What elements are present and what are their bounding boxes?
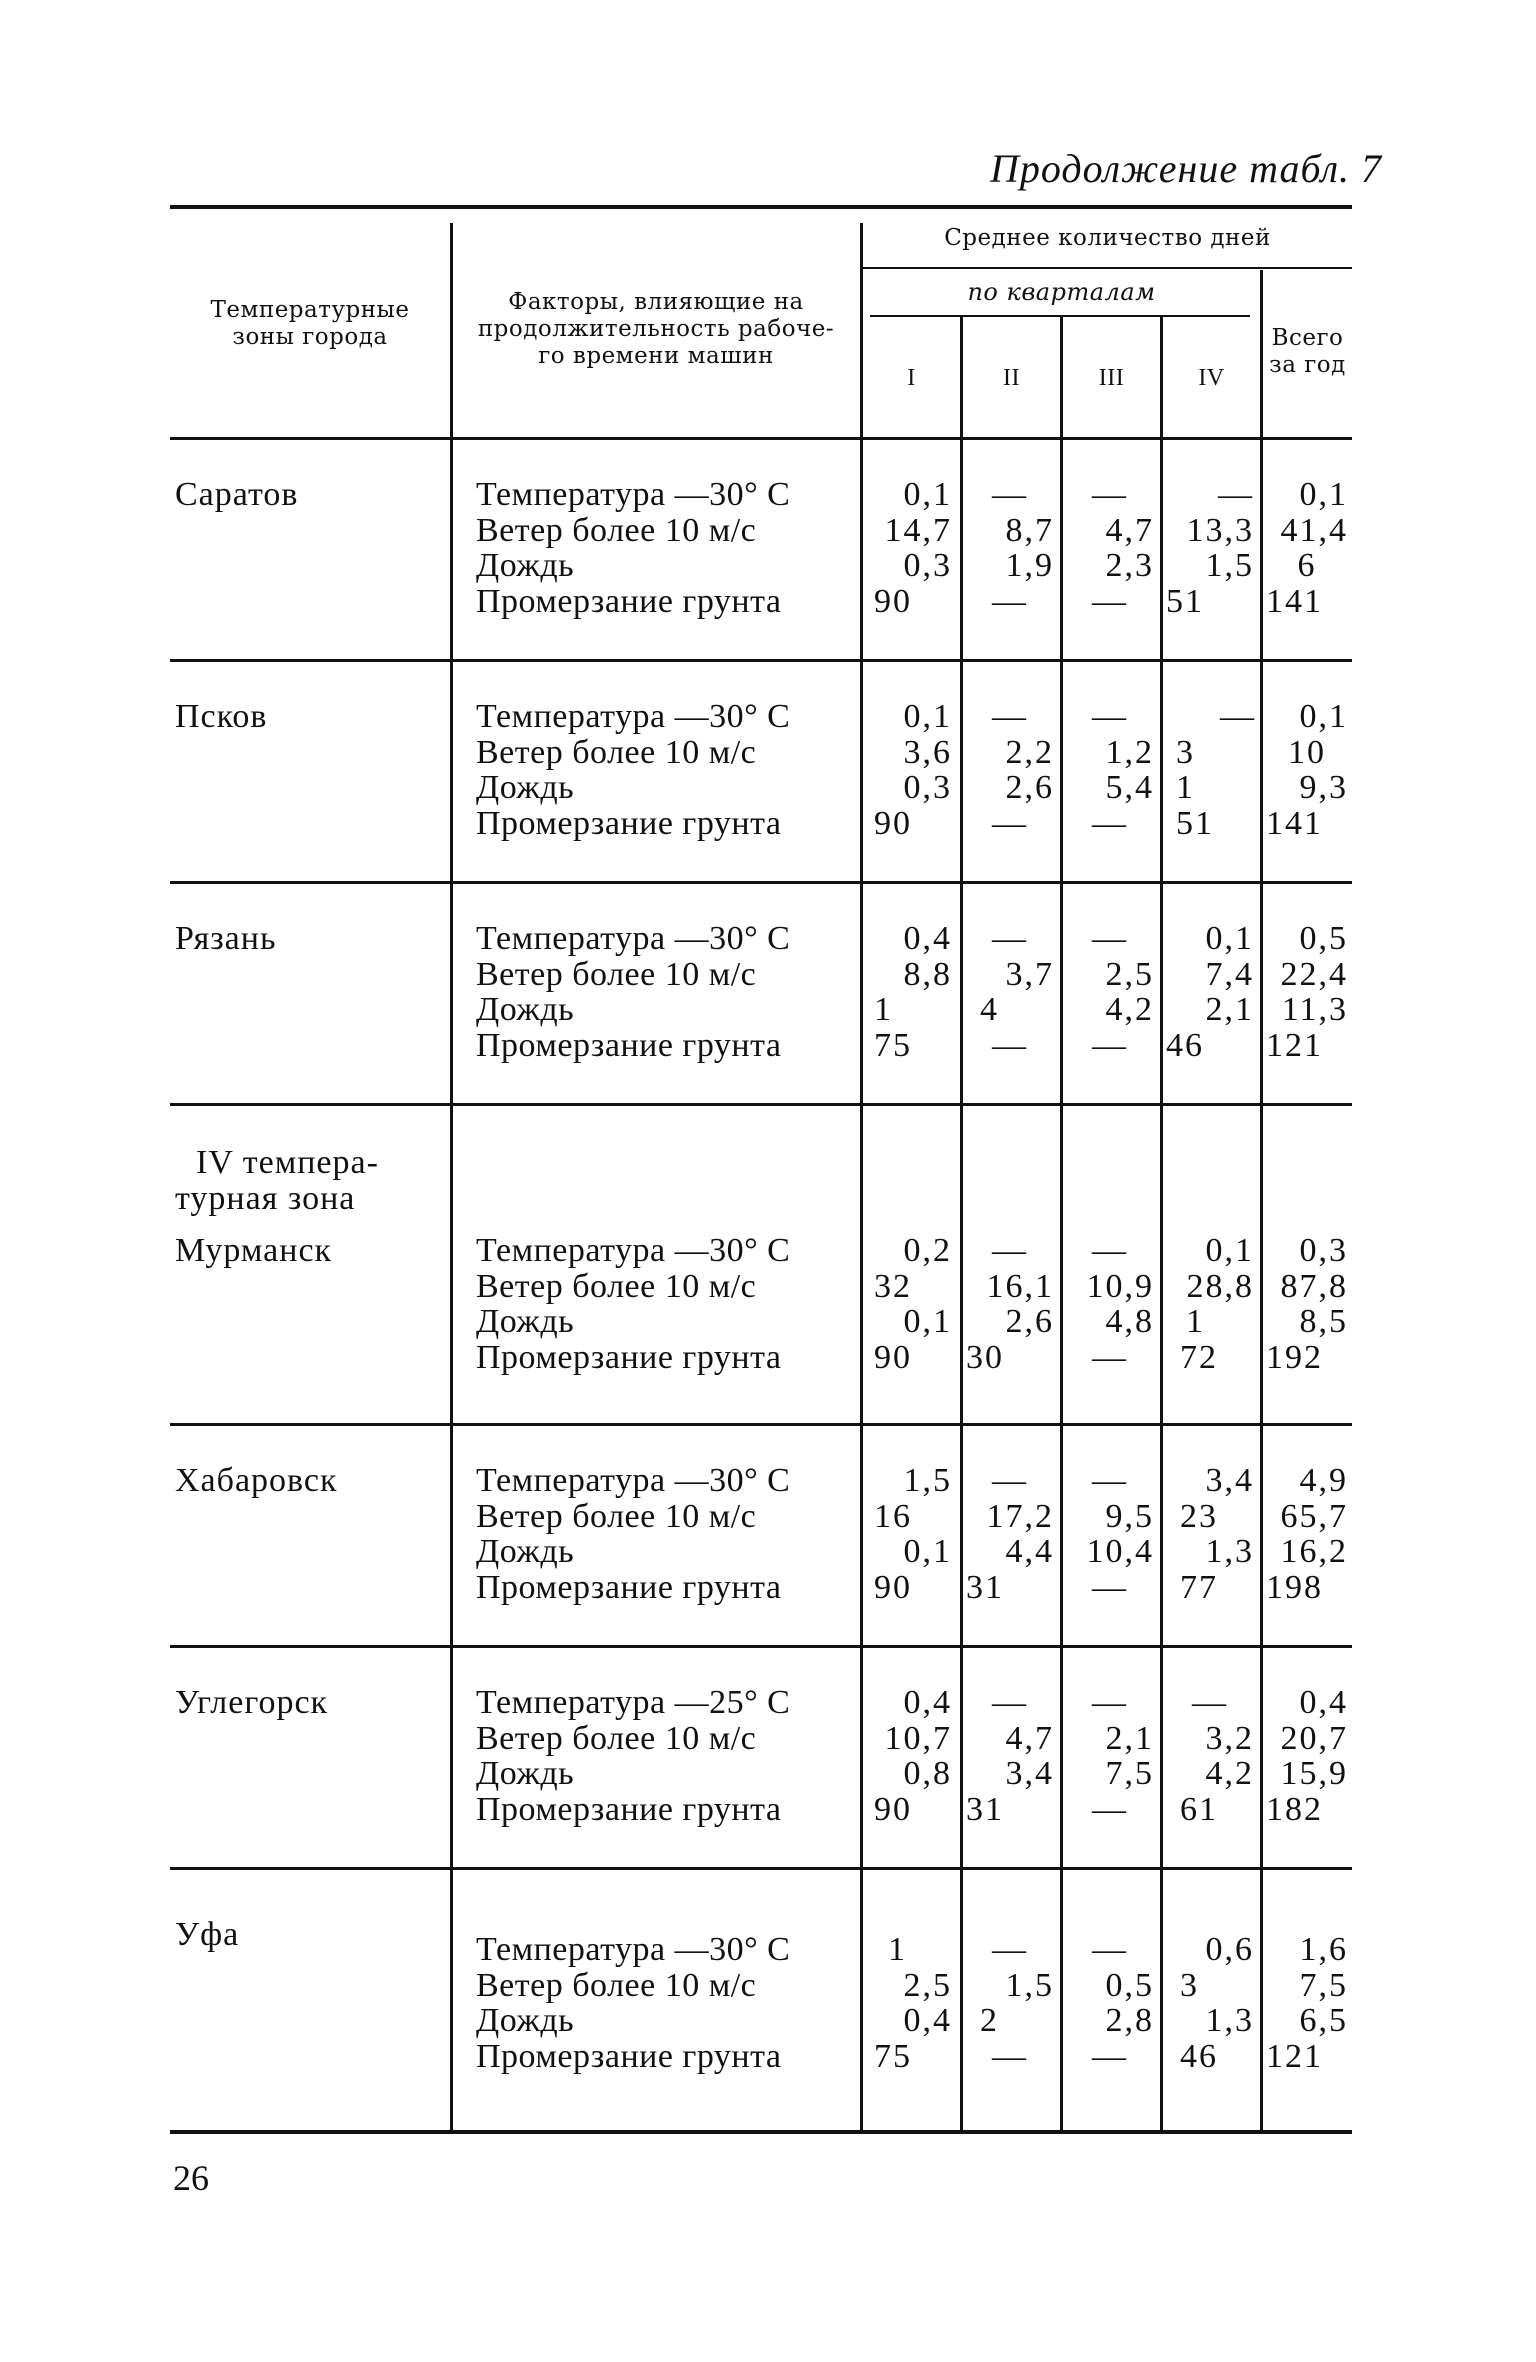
- factor-item: Температура —30° С: [476, 1232, 791, 1269]
- q2-cell: —: [992, 1232, 1028, 1269]
- total-cell: 121: [1266, 1026, 1323, 1064]
- factor-item: Ветер более 10 м/с: [476, 1719, 757, 1757]
- q1-cell: 8,8: [903, 955, 952, 993]
- factor-item: Промерзание грунта: [476, 1338, 782, 1376]
- q1-cell: 0,1: [903, 698, 952, 735]
- total-cell: 0,1: [1299, 476, 1348, 513]
- body-divider: [1060, 1103, 1063, 1423]
- factor-list: [476, 477, 790, 619]
- body-divider: [860, 1423, 863, 1645]
- q3-cell: 10,4: [1086, 1533, 1154, 1570]
- city-name: Рязань: [175, 920, 277, 957]
- q1-cell: 32: [874, 1267, 912, 1305]
- body-divider: [450, 437, 453, 659]
- group-rule: [170, 1867, 1352, 1870]
- body-divider: [1260, 1867, 1263, 2130]
- row-group-3: [170, 1103, 1352, 1423]
- body-divider: [960, 1103, 963, 1423]
- q1-column: [874, 1685, 952, 1827]
- q3-column: [1066, 699, 1154, 841]
- factor-item: Промерзание грунта: [476, 1790, 782, 1828]
- q4-cell: 3,2: [1205, 1719, 1254, 1757]
- q1-cell: 0,2: [903, 1232, 952, 1269]
- q4-cell: 4,2: [1205, 1755, 1254, 1792]
- q1-column: [874, 699, 952, 841]
- factor-item: Ветер более 10 м/с: [476, 1267, 757, 1305]
- table-bottom-rule: [170, 2130, 1352, 2134]
- body-divider: [860, 437, 863, 659]
- header-total-line2: за год: [1269, 352, 1346, 378]
- body-divider: [1060, 659, 1063, 881]
- q3-cell: 9,5: [1105, 1497, 1154, 1535]
- city-name: Псков: [175, 698, 268, 735]
- factor-item: Промерзание грунта: [476, 2037, 782, 2075]
- q2-cell: —: [992, 2037, 1028, 2075]
- q3-cell: 7,5: [1105, 1755, 1154, 1792]
- body-divider: [860, 1867, 863, 2130]
- q2-cell: —: [992, 920, 1028, 957]
- total-cell: 65,7: [1280, 1497, 1348, 1535]
- total-cell: 16,2: [1280, 1533, 1348, 1570]
- q4-cell: 7,4: [1205, 955, 1254, 993]
- header-q1: I: [907, 365, 916, 391]
- factor-item: Дождь: [476, 1303, 575, 1340]
- body-divider: [960, 881, 963, 1103]
- header-zone: [170, 297, 450, 351]
- q1-cell: 0,4: [903, 1684, 952, 1721]
- factor-list: [476, 1932, 790, 2074]
- total-cell: 121: [1266, 2037, 1323, 2075]
- city-name: Мурманск: [175, 1232, 333, 1269]
- q4-cell: 46: [1166, 1026, 1204, 1064]
- q1-cell: 3,6: [903, 733, 952, 771]
- total-column: [1266, 1463, 1348, 1605]
- q1-cell: 0,3: [903, 547, 952, 584]
- q2-cell: —: [992, 1931, 1028, 1968]
- q2-cell: 2,6: [1005, 1303, 1054, 1340]
- body-divider: [960, 659, 963, 881]
- q1-column: [874, 1463, 952, 1605]
- q3-cell: —: [1092, 2037, 1128, 2075]
- body-divider: [1260, 881, 1263, 1103]
- total-cell: 0,3: [1299, 1232, 1348, 1269]
- q2-column: [966, 921, 1054, 1063]
- row-group-0: [170, 437, 1352, 659]
- total-column: [1266, 1233, 1348, 1375]
- q2-cell: 2,2: [1005, 733, 1054, 771]
- factor-list: [476, 921, 790, 1063]
- q2-cell: —: [992, 476, 1028, 513]
- factor-item: Ветер более 10 м/с: [476, 1497, 757, 1535]
- q1-cell: 1: [888, 1931, 907, 1968]
- q1-cell: 0,3: [903, 769, 952, 806]
- q3-cell: 4,2: [1105, 991, 1154, 1028]
- q2-cell: 2,6: [1005, 769, 1054, 806]
- q1-cell: 90: [874, 1338, 912, 1376]
- header-avg-days: Среднее количество дней: [944, 225, 1271, 251]
- total-cell: 9,3: [1299, 769, 1348, 806]
- city-name: Саратов: [175, 476, 299, 513]
- table-top-rule: [170, 205, 1352, 209]
- q2-cell: 4,7: [1005, 1719, 1054, 1757]
- q4-column: [1166, 1463, 1254, 1605]
- page-number: 26: [173, 2158, 209, 2198]
- q3-cell: —: [1092, 698, 1128, 735]
- q3-cell: 5,4: [1105, 769, 1154, 806]
- q3-cell: —: [1092, 920, 1128, 957]
- factor-item: Промерзание грунта: [476, 1026, 782, 1064]
- q2-cell: 8,7: [1005, 511, 1054, 549]
- header-by-quarter: по кварталам: [967, 278, 1156, 306]
- q4-column: [1166, 1685, 1254, 1827]
- total-cell: 182: [1266, 1790, 1323, 1828]
- header-factors: [454, 289, 858, 370]
- q4-cell: 3: [1180, 1966, 1199, 2004]
- body-divider: [450, 1867, 453, 2130]
- body-divider: [1060, 437, 1063, 659]
- q4-cell: 51: [1166, 582, 1204, 620]
- q3-column: [1066, 477, 1154, 619]
- header-factors-line2: продолжительность рабоче-: [477, 316, 835, 342]
- factor-item: Промерзание грунта: [476, 804, 782, 842]
- q4-cell: 0,1: [1205, 920, 1254, 957]
- body-divider: [960, 437, 963, 659]
- q1-cell: 75: [874, 1026, 912, 1064]
- q2-cell: 31: [966, 1790, 1004, 1828]
- body-divider: [450, 659, 453, 881]
- q1-cell: 0,1: [903, 1303, 952, 1340]
- header-factors-line3: го времени машин: [538, 343, 774, 369]
- total-cell: 6: [1297, 547, 1317, 584]
- body-divider: [1160, 1423, 1163, 1645]
- header-divider-zone: [450, 223, 453, 437]
- factor-item: Ветер более 10 м/с: [476, 1966, 757, 2004]
- total-cell: 1,6: [1299, 1931, 1348, 1968]
- body-divider: [960, 1867, 963, 2130]
- q1-cell: 90: [874, 1568, 912, 1606]
- total-column: [1266, 921, 1348, 1063]
- q3-column: [1066, 1932, 1154, 2074]
- factor-item: Температура —30° С: [476, 1462, 791, 1499]
- header-q3: III: [1098, 365, 1125, 391]
- q4-cell: 23: [1180, 1497, 1218, 1535]
- q3-cell: 1,2: [1105, 733, 1154, 771]
- body-divider: [860, 881, 863, 1103]
- factor-list: [476, 1685, 790, 1827]
- body-divider: [1160, 659, 1163, 881]
- factor-item: Ветер более 10 м/с: [476, 733, 757, 771]
- q3-cell: —: [1092, 582, 1128, 620]
- body-divider: [1060, 1423, 1063, 1645]
- q4-cell: —: [1192, 1684, 1228, 1721]
- q4-cell: 46: [1180, 2037, 1218, 2075]
- total-cell: 0,4: [1299, 1684, 1348, 1721]
- q2-column: [966, 699, 1054, 841]
- q3-cell: 4,8: [1105, 1303, 1154, 1340]
- factor-item: Дождь: [476, 769, 575, 806]
- q1-column: [874, 1932, 952, 2074]
- q4-cell: 61: [1180, 1790, 1218, 1828]
- body-divider: [1160, 1645, 1163, 1867]
- factor-item: Температура —30° С: [476, 1931, 791, 1968]
- body-divider: [1060, 1645, 1063, 1867]
- body-divider: [960, 1423, 963, 1645]
- total-cell: 10: [1288, 733, 1326, 771]
- body-divider: [1160, 437, 1163, 659]
- factor-item: Дождь: [476, 991, 575, 1028]
- row-group-2: [170, 881, 1352, 1103]
- group-rule: [170, 1645, 1352, 1648]
- total-cell: 87,8: [1280, 1267, 1348, 1305]
- body-divider: [860, 1645, 863, 1867]
- q4-cell: 3: [1176, 733, 1195, 771]
- q1-cell: 90: [874, 1790, 912, 1828]
- q3-cell: —: [1092, 1568, 1128, 1606]
- q1-cell: 14,7: [884, 511, 952, 549]
- total-cell: 4,9: [1299, 1462, 1348, 1499]
- q1-cell: 16: [874, 1497, 912, 1535]
- q1-column: [874, 921, 952, 1063]
- total-cell: 0,1: [1299, 698, 1348, 735]
- body-divider: [860, 1103, 863, 1423]
- q4-cell: 2,1: [1205, 991, 1254, 1028]
- body-divider: [450, 881, 453, 1103]
- q4-cell: 1,3: [1205, 2002, 1254, 2039]
- q2-cell: —: [992, 1462, 1028, 1499]
- body-divider: [1160, 1103, 1163, 1423]
- city-name: Уфа: [175, 1916, 240, 1953]
- q4-cell: 51: [1176, 804, 1214, 842]
- total-cell: 7,5: [1299, 1966, 1348, 2004]
- total-column: [1266, 699, 1348, 841]
- q3-cell: —: [1092, 1684, 1128, 1721]
- q2-column: [966, 1233, 1054, 1375]
- q3-cell: —: [1092, 1790, 1128, 1828]
- body-divider: [1260, 1645, 1263, 1867]
- q1-cell: 0,1: [903, 476, 952, 513]
- q1-cell: 90: [874, 804, 912, 842]
- body-divider: [960, 1645, 963, 1867]
- q2-column: [966, 477, 1054, 619]
- q2-cell: 3,7: [1005, 955, 1054, 993]
- total-cell: 198: [1266, 1568, 1323, 1606]
- q4-cell: 28,8: [1186, 1267, 1254, 1305]
- q1-cell: 75: [874, 2037, 912, 2075]
- q4-column: [1166, 1932, 1254, 2074]
- body-divider: [450, 1103, 453, 1423]
- q3-column: [1066, 1685, 1154, 1827]
- q3-cell: 0,5: [1105, 1966, 1154, 2004]
- body-divider: [450, 1423, 453, 1645]
- header-factors-line1: Факторы, влияющие на: [508, 289, 804, 315]
- q3-cell: 2,3: [1105, 547, 1154, 584]
- q4-cell: 77: [1180, 1568, 1218, 1606]
- city-name: Углегорск: [175, 1684, 329, 1721]
- body-divider: [1160, 881, 1163, 1103]
- q1-cell: 0,8: [903, 1755, 952, 1792]
- q4-cell: 1: [1186, 1303, 1205, 1340]
- header-q4: IV: [1198, 365, 1225, 391]
- q2-cell: —: [992, 1026, 1028, 1064]
- q3-cell: —: [1092, 1931, 1128, 1968]
- body-divider: [450, 1645, 453, 1867]
- q1-cell: 0,1: [903, 1533, 952, 1570]
- factor-list: [476, 1463, 790, 1605]
- body-divider: [1260, 1103, 1263, 1423]
- q2-cell: —: [992, 582, 1028, 620]
- q3-cell: 2,5: [1105, 955, 1154, 993]
- q2-cell: 4: [980, 991, 999, 1028]
- q1-cell: 1: [874, 991, 893, 1028]
- header-zone-line1: Температурные: [210, 297, 410, 323]
- group-rule: [170, 1103, 1352, 1106]
- q3-cell: 2,1: [1105, 1719, 1154, 1757]
- q4-cell: 0,6: [1205, 1931, 1254, 1968]
- q4-column: [1166, 921, 1254, 1063]
- header-q2: II: [1003, 365, 1020, 391]
- table-caption: Продолжение табл. 7: [990, 146, 1383, 191]
- row-group-6: [170, 1867, 1352, 2130]
- row-group-5: [170, 1645, 1352, 1867]
- q3-column: [1066, 1463, 1154, 1605]
- header-divider-factors: [860, 223, 863, 437]
- factor-item: Промерзание грунта: [476, 582, 782, 620]
- q4-cell: 1,5: [1205, 547, 1254, 584]
- header-rule-avg: [863, 267, 1352, 269]
- q1-cell: 1,5: [903, 1462, 952, 1499]
- q2-column: [966, 1685, 1054, 1827]
- q1-cell: 2,5: [903, 1966, 952, 2004]
- q1-cell: 90: [874, 582, 912, 620]
- q4-column: [1166, 477, 1254, 619]
- q1-column: [874, 477, 952, 619]
- total-cell: 41,4: [1280, 511, 1348, 549]
- header-rule-quarters: [870, 315, 1250, 317]
- group-rule: [170, 1423, 1352, 1426]
- q3-cell: —: [1092, 1232, 1128, 1269]
- total-cell: 22,4: [1280, 955, 1348, 993]
- q2-column: [966, 1932, 1054, 2074]
- factor-item: Ветер более 10 м/с: [476, 511, 757, 549]
- q2-cell: 16,1: [986, 1267, 1054, 1305]
- q2-cell: —: [992, 1684, 1028, 1721]
- total-cell: 0,5: [1299, 920, 1348, 957]
- factor-list: [476, 699, 790, 841]
- total-cell: 11,3: [1281, 991, 1348, 1028]
- q2-cell: 4,4: [1005, 1533, 1054, 1570]
- q1-column: [874, 1233, 952, 1375]
- q2-column: [966, 1463, 1054, 1605]
- factor-item: Дождь: [476, 1755, 575, 1792]
- header-total-line1: Всего: [1271, 325, 1344, 351]
- q3-cell: 2,8: [1105, 2002, 1154, 2039]
- q4-cell: 13,3: [1186, 511, 1254, 549]
- factor-item: Температура —25° С: [476, 1684, 791, 1721]
- body-divider: [860, 659, 863, 881]
- q1-cell: 10,7: [884, 1719, 952, 1757]
- total-cell: 192: [1266, 1338, 1323, 1376]
- body-divider: [1060, 1867, 1063, 2130]
- q3-cell: 4,7: [1105, 511, 1154, 549]
- row-group-1: [170, 659, 1352, 881]
- q1-cell: 0,4: [903, 920, 952, 957]
- total-cell: 20,7: [1280, 1719, 1348, 1757]
- header-zone-line2: зоны города: [232, 324, 388, 350]
- q3-cell: —: [1092, 1462, 1128, 1499]
- q3-cell: —: [1092, 804, 1128, 842]
- row-group-4: [170, 1423, 1352, 1645]
- q2-cell: —: [992, 804, 1028, 842]
- factor-item: Дождь: [476, 2002, 575, 2039]
- total-cell: 141: [1266, 582, 1323, 620]
- q2-cell: 1,5: [1005, 1966, 1054, 2004]
- total-column: [1266, 1932, 1348, 2074]
- zone-heading-line1: IV темпера-: [196, 1144, 379, 1181]
- factor-item: Промерзание грунта: [476, 1568, 782, 1606]
- q3-cell: —: [1092, 1338, 1128, 1376]
- q4-cell: 0,1: [1205, 1232, 1254, 1269]
- city-name: Хабаровск: [175, 1462, 338, 1499]
- total-cell: 8,5: [1299, 1303, 1348, 1340]
- q2-cell: 30: [966, 1338, 1004, 1376]
- factor-item: Дождь: [476, 1533, 575, 1570]
- body-divider: [1260, 1423, 1263, 1645]
- q2-cell: 1,9: [1005, 547, 1054, 584]
- factor-item: Температура —30° С: [476, 698, 791, 735]
- total-cell: 141: [1266, 804, 1323, 842]
- q4-cell: 1: [1176, 769, 1195, 806]
- q1-cell: 0,4: [903, 2002, 952, 2039]
- q3-column: [1066, 921, 1154, 1063]
- factor-item: Дождь: [476, 547, 575, 584]
- total-column: [1266, 477, 1348, 619]
- body-divider: [1260, 659, 1263, 881]
- q2-cell: 31: [966, 1568, 1004, 1606]
- q2-cell: 17,2: [986, 1497, 1054, 1535]
- zone-heading-line2: турная зона: [175, 1180, 356, 1217]
- q2-cell: —: [992, 698, 1028, 735]
- factor-item: Температура —30° С: [476, 920, 791, 957]
- q4-cell: 1,3: [1205, 1533, 1254, 1570]
- total-cell: 6,5: [1299, 2002, 1348, 2039]
- q3-column: [1066, 1233, 1154, 1375]
- body-divider: [1260, 437, 1263, 659]
- factor-item: Температура —30° С: [476, 476, 791, 513]
- q4-cell: 72: [1180, 1338, 1218, 1376]
- q4-cell: —: [1218, 476, 1254, 513]
- q4-column: [1176, 699, 1256, 841]
- q3-cell: —: [1092, 1026, 1128, 1064]
- factor-item: Ветер более 10 м/с: [476, 955, 757, 993]
- group-rule: [170, 659, 1352, 662]
- q4-column: [1166, 1233, 1254, 1375]
- header-total: [1263, 325, 1352, 379]
- factor-list: [476, 1233, 790, 1375]
- q3-cell: 10,9: [1086, 1267, 1154, 1305]
- q4-cell: 3,4: [1205, 1462, 1254, 1499]
- body-divider: [1060, 881, 1063, 1103]
- total-column: [1266, 1685, 1348, 1827]
- group-rule: [170, 881, 1352, 884]
- q2-cell: 3,4: [1005, 1755, 1054, 1792]
- total-cell: 15,9: [1280, 1755, 1348, 1792]
- q3-cell: —: [1092, 476, 1128, 513]
- q2-cell: 2: [980, 2002, 999, 2039]
- q4-cell: —: [1220, 698, 1256, 735]
- body-divider: [1160, 1867, 1163, 2130]
